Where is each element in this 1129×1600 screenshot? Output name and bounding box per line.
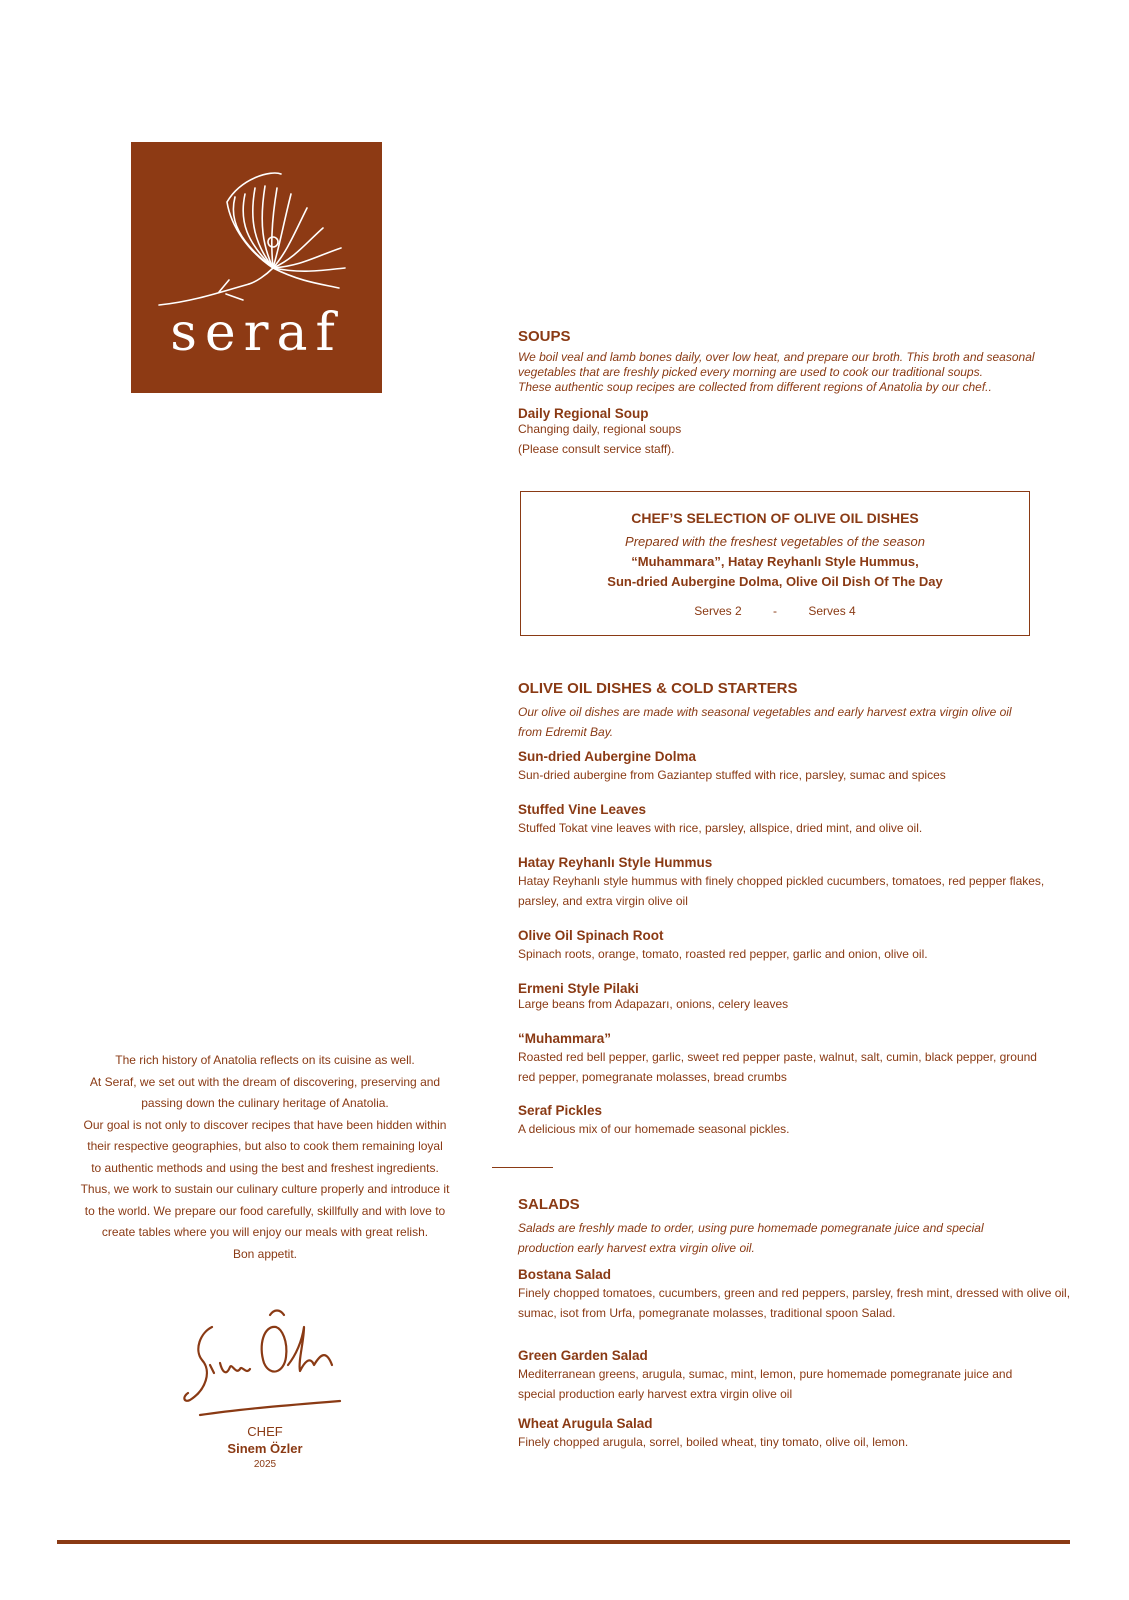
salads-title: SALADS [518,1196,580,1213]
menu-item [518,854,1080,911]
cold-starters-list [518,748,1080,1139]
menu-item [518,801,1080,838]
chef-selection-title: CHEF’S SELECTION OF OLIVE OIL DISHES [631,510,919,526]
chef-selection-dishes: “Muhammara”, Hatay Reyhanlı Style Hummus, [631,554,919,569]
menu-item [518,980,1080,1012]
story-line: passing down the culinary heritage of Anatolia. [141,1096,389,1110]
salads-section [518,1196,1080,1452]
menu-item-desc: sumac, isot from Urfa, pomegranate molasses, traditional spoon Salad. [518,1306,896,1320]
story-line: Thus, we work to sustain our culinary culture properly and introduce it [80,1182,450,1196]
menu-item-name: Wheat Arugula Salad [518,1416,653,1431]
restaurant-story [70,1050,460,1265]
salads-intro-line: production early harvest extra virgin olive oil. [518,1241,755,1255]
menu-item-desc: Stuffed Tokat vine leaves with rice, parsley, allspice, dried mint, and olive oil. [518,821,923,835]
menu-item-desc: Changing daily, regional soups [518,422,682,436]
story-line: Our goal is not only to discover recipes that have been hidden within [83,1117,447,1132]
menu-item-desc: parsley, and extra virgin olive oil [518,894,688,908]
menu-item-desc: special production early harvest extra virgin olive oil [518,1387,793,1401]
salads-intro-line: Salads are freshly made to order, using pure homemade pomegranate juice and special [518,1221,984,1235]
menu-item [518,748,1080,785]
menu-item-name: Daily Regional Soup [518,406,649,421]
menu-item-desc: Hatay Reyhanlı style hummus with finely chopped pickled cucumbers, tomatoes, red pepper flakes, [518,874,1045,888]
chef-selection-subtitle: Prepared with the freshest vegetables of the season [625,534,925,549]
chef-role: CHEF [247,1424,283,1439]
soups-section [518,328,1080,457]
menu-item-desc: Sun-dried aubergine from Gaziantep stuffed with rice, parsley, sumac and spices [518,768,946,782]
chef-year: 2025 [253,1459,277,1470]
menu-item-desc: Finely chopped tomatoes, cucumbers, green and red peppers, parsley, fresh mint, dressed with olive oil, [518,1286,1071,1300]
menu-item-desc: Mediterranean greens, arugula, sumac, mint, lemon, pure homemade pomegranate juice and [518,1367,1013,1381]
story-line: The rich history of Anatolia reflects on its cuisine as well. [115,1053,415,1067]
soups-intro-line: We boil veal and lamb bones daily, over low heat, and prepare our broth. This broth and seasonal [518,350,1035,364]
menu-item-name: Hatay Reyhanlı Style Hummus [518,855,713,870]
cold-starters-section [518,680,1080,1139]
cold-starters-intro-line: from Edremit Bay. [518,725,614,739]
story-line: to the world. We prepare our food carefully, skillfully and with love to [84,1203,446,1218]
footer-rule [57,1540,1070,1544]
chef-signature-image [180,1305,350,1420]
chef-name: Sinem Özler [227,1441,303,1456]
soups-intro-line: vegetables that are freshly picked every morning are used to cook our traditional soups. [518,365,983,379]
menu-item-desc: Large beans from Adapazarı, onions, celery leaves [518,997,789,1011]
menu-item-desc: Roasted red bell pepper, garlic, sweet red pepper paste, walnut, salt, cumin, black pepper, ground [518,1050,1037,1064]
chef-credit [165,1424,365,1470]
serves-option: Serves 2 [694,604,742,618]
section-divider [492,1167,553,1168]
menu-item-note: (Please consult service staff). [518,442,675,456]
serves-separator: - [773,604,777,618]
soups-intro-line: These authentic soup recipes are collected from different regions of Anatolia by our chef.. [518,380,992,394]
seraf-logo [131,142,382,393]
menu-item-name: Seraf Pickles [518,1103,603,1118]
menu-item [518,1030,1080,1087]
menu-item [518,1415,1080,1452]
menu-item-desc: Spinach roots, orange, tomato, roasted red pepper, garlic and onion, olive oil. [518,947,928,961]
salads-intro [518,1218,1080,1258]
serves-row [521,604,1029,618]
chef-selection-box [520,491,1030,636]
soups-intro [518,350,1080,395]
brand-name: seraf [170,303,343,363]
menu-item [518,1102,1080,1139]
menu-item-name: “Muhammara” [518,1031,612,1046]
menu-item-name: Olive Oil Spinach Root [518,928,664,943]
menu-item [518,405,1080,457]
cold-starters-title: OLIVE OIL DISHES & COLD STARTERS [518,680,798,697]
cold-starters-intro-line: Our olive oil dishes are made with seasonal vegetables and early harvest extra virgin olive oil [518,705,1012,719]
menu-item-name: Stuffed Vine Leaves [518,802,647,817]
menu-item [518,927,1080,964]
story-line: Bon appetit. [232,1246,298,1261]
menu-item-name: Ermeni Style Pilaki [518,981,639,996]
menu-item-name: Bostana Salad [518,1267,612,1282]
cold-starters-intro [518,702,1080,742]
menu-item-name: Green Garden Salad [518,1348,648,1363]
menu-item-desc: red pepper, pomegranate molasses, bread crumbs [518,1070,787,1084]
story-line: create tables where you will enjoy our meals with great relish. [101,1225,429,1239]
menu-item-desc: Finely chopped arugula, sorrel, boiled wheat, tiny tomato, olive oil, lemon. [518,1435,909,1449]
menu-item-desc: A delicious mix of our homemade seasonal pickles. [518,1122,790,1136]
chef-selection-dishes: Sun-dried Aubergine Dolma, Olive Oil Dish Of The Day [607,574,943,589]
story-line: to authentic methods and using the best and freshest ingredients. [91,1160,439,1175]
menu-item [518,1266,1080,1323]
menu-item [518,1347,1080,1404]
soups-title: SOUPS [518,328,571,345]
story-line: their respective geographies, but also to cook them remaining loyal [87,1139,443,1153]
serves-option: Serves 4 [808,604,856,618]
story-line: At Seraf, we set out with the dream of discovering, preserving and [89,1074,441,1089]
menu-item-name: Sun-dried Aubergine Dolma [518,749,697,764]
